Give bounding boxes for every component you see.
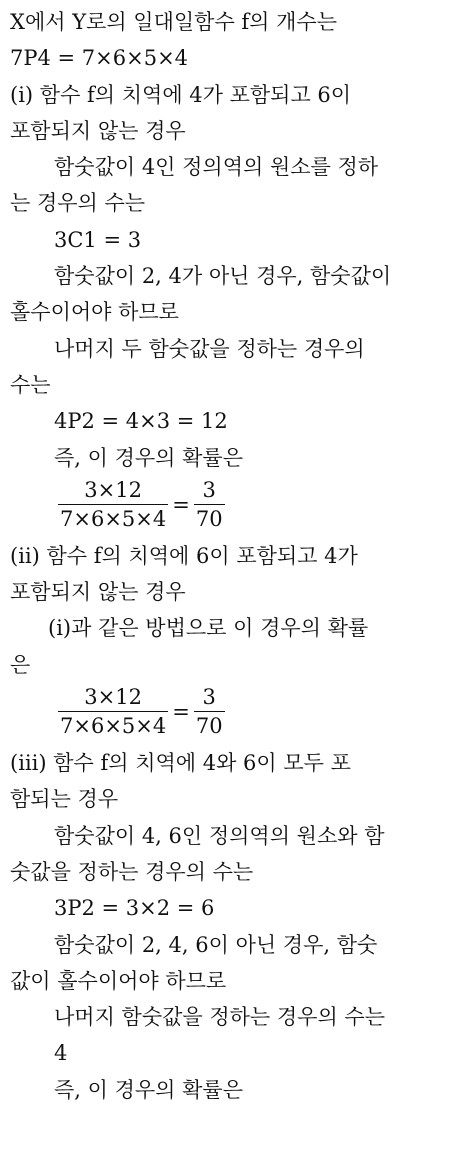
text-line: 함숫값이 2, 4가 아닌 경우, 함숫값이 [54, 264, 392, 289]
text-line: 함숫값이 4인 정의역의 원소를 정하 [54, 155, 379, 180]
text-line: 포함되지 않는 경우 [10, 580, 186, 605]
numerator: 3 [202, 477, 216, 502]
equals-sign: = [172, 492, 190, 517]
fraction [194, 685, 225, 738]
fraction [58, 478, 168, 531]
text-line: 즉, 이 경우의 확률은 [54, 1077, 243, 1102]
denominator: 7×6×5×4 [60, 507, 167, 532]
denominator: 70 [195, 507, 223, 532]
math-line: 7P4 = 7×6×5×4 [10, 46, 189, 71]
text-line: 즉, 이 경우의 확률은 [54, 445, 243, 470]
text-line: (ⅰ)과 같은 방법으로 이 경우의 확률 [48, 616, 369, 641]
numerator: 3×12 [84, 685, 142, 710]
numerator: 3 [202, 685, 216, 710]
math-line: 4P2 = 4×3 = 12 [54, 409, 228, 434]
text-line: 함숫값이 2, 4, 6이 아닌 경우, 함숫 [54, 932, 378, 957]
text-line: 홀수이어야 하므로 [10, 300, 179, 325]
fraction [58, 685, 168, 738]
math-line: 3C1 = 3 [54, 227, 142, 252]
text-line: 값이 홀수이어야 하므로 [10, 968, 227, 993]
case-3-heading: (ⅲ) 함수 f의 치역에 4와 6이 모두 포 [10, 751, 351, 776]
denominator: 7×6×5×4 [60, 714, 167, 739]
text-line: 포함되지 않는 경우 [10, 118, 186, 143]
fraction-equation [10, 476, 442, 538]
equals-sign: = [172, 699, 190, 724]
case-1-heading: (ⅰ) 함수 f의 치역에 4가 포함되고 6이 [10, 82, 352, 107]
text-line: 는 경우의 수는 [10, 191, 146, 216]
text-line: 숫값을 정하는 경우의 수는 [10, 859, 254, 884]
case-2-heading: (ⅱ) 함수 f의 치역에 6이 포함되고 4가 [10, 543, 358, 568]
denominator: 70 [195, 714, 223, 739]
text-line: 은 [10, 652, 31, 677]
text-line: X에서 Y로의 일대일함수 f의 개수는 [10, 10, 338, 34]
text-line: 나머지 함숫값을 정하는 경우의 수는 [54, 1005, 385, 1030]
text-line: 함숫값이 4, 6인 정의역의 원소와 함 [54, 823, 385, 848]
text-line: 수는 [10, 372, 51, 397]
numerator: 3×12 [84, 477, 142, 502]
text-line: 나머지 두 함숫값을 정하는 경우의 [54, 336, 365, 361]
fraction-equation [10, 683, 442, 745]
math-line: 3P2 = 3×2 = 6 [54, 896, 215, 921]
text-line: 함되는 경우 [10, 787, 119, 812]
math-line: 4 [54, 1041, 68, 1066]
fraction [194, 478, 225, 531]
